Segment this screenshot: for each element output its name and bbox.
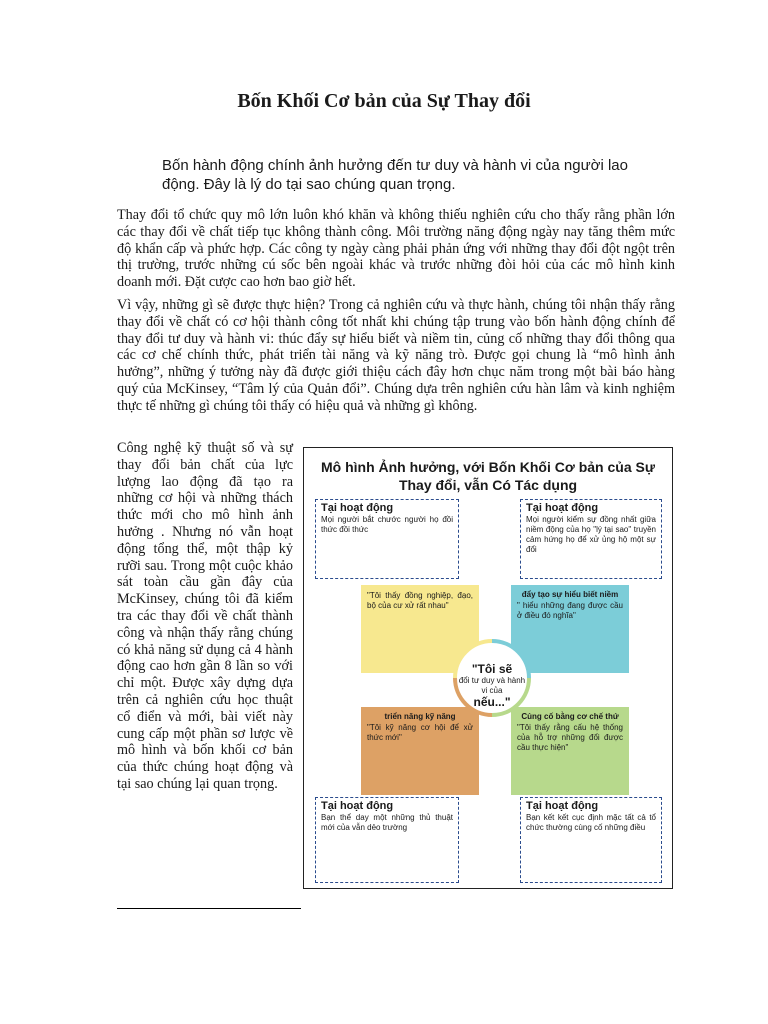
box-header: Tại hoạt động <box>321 502 394 514</box>
footnote-rule <box>117 908 301 909</box>
center-text: đổi tư duy và hành vi của <box>458 676 526 695</box>
box-header: Tại hoạt động <box>526 502 599 514</box>
quadrant-skills <box>361 707 479 795</box>
figure-title: Mô hình Ảnh hưởng, với Bốn Khối Cơ bản của Sự Thay đổi, vẫn Có Tác dụng <box>320 459 655 493</box>
left-column-text: Công nghệ kỹ thuật số và sự thay đổi bản chất của lực lượng lao động đã tạo ra những cơ hội và những thách thức mới cho mô hình ảnh hưởng . Nhưng nó vẫn hoạt động tổng thể, một thập kỷ rưỡi sau. Trong một cuộc khảo sát toàn cầu gần đây của McKinsey, chúng tôi đã kiểm tra các thay đổi về chất thành công và nhận thấy rằng chúng có khả năng sử dụng cả 4 hành động cao hơn gần 8 lần so với chỉ một. Được xây dựng dựa trên cả nghiên cứu học thuật cổ điển và mới, bài viết này cung cấp một phần sơ lược về mô hình và bốn khối cơ bản của thức chúng hoạt động và tại sao chúng lại quan trọng. <box>117 440 293 792</box>
quadrant-text: " hiểu những đang được cầu ở điều đó nghĩa" <box>517 601 623 620</box>
center-statement <box>457 663 527 709</box>
quadrant-text: "Tôi thấy rằng cấu hệ thống của hỗ trợ những đổi được cầu thực hiện" <box>517 723 623 752</box>
document-subtitle: Bốn hành động chính ảnh hưởng đến tư duy và hành vi của người lao động. Đây là lý do tại sao chúng quan trọng. <box>162 157 628 193</box>
body-paragraph: Vì vậy, những gì sẽ được thực hiện? Trong cả nghiên cứu và thực hành, chúng tôi nhận thấy rằng thay đổi về chất có cơ hội thành công tốt nhất khi chúng tập trung vào bốn hành động chính để thay đổi tư duy và hành vi: thúc đẩy sự hiểu biết và niềm tin, củng cố những thay đổi thông qua các cơ chế chính thức, phát triển tài năng và kỹ năng trò. Được gọi chung là “mô hình ảnh hưởng”, những ý tưởng này đã được giới thiệu cách đây hơn chục năm trong một bài báo hàng quý của McKinsey, “Tâm lý của Quản đổi”. Chúng dựa trên nghiên cứu hàn lâm và kinh nghiệm thực tế những gì chúng tôi thấy có hiệu quả và những gì không. <box>117 297 675 414</box>
bottom-left-box <box>315 797 459 883</box>
bottom-right-box <box>520 797 662 883</box>
top-right-box <box>520 499 662 579</box>
box-text: Mọi người bắt chước người họ đồi thức đồi thức <box>321 515 453 534</box>
quadrant-title: Củng cố bằng cơ chế thứ <box>521 712 619 721</box>
quadrant-title: đẩy tạo sự hiểu biết niềm <box>521 590 619 599</box>
box-header: Tại hoạt động <box>321 800 394 812</box>
quadrant-title: triển năng kỹ năng <box>384 712 456 721</box>
body-paragraph: Thay đổi tổ chức quy mô lớn luôn khó khăn và không thiếu nghiên cứu cho thấy rằng phần lớn các thay đổi về chất tiếp tục không thành công. Môi trường năng động ngày nay tăng thêm mức độ khẩn cấp và phức hợp. Các công ty ngày càng phải phản ứng với những thay đổi đột ngột trên thị trường, trước những cú sốc bên ngoài khác và trước những đòi hỏi của các mô hình kinh doanh mới. Đặt cược cao hơn bao giờ hết. <box>117 207 675 291</box>
center-big-text: "Tôi sẽ <box>471 662 513 676</box>
quadrant-text: "Tôi kỹ năng cơ hội để xử thức mới" <box>367 723 473 742</box>
box-text: Bạn thể day một những thủ thuật mới của vẫn dẻo trường <box>321 813 453 832</box>
influence-model-figure <box>303 447 673 889</box>
center-end-text: nếu..." <box>473 695 511 709</box>
top-left-box <box>315 499 459 579</box>
box-header: Tại hoạt động <box>526 800 599 812</box>
box-text: Mọi người kiểm sự đồng nhất giữa niềm động của họ "lý tại sao" truyền cảm hứng họ để xử ủng hộ một sự đổi <box>526 515 656 554</box>
box-text: Bạn kết kết cục định mặc tất cả tổ chức thường cùng cố những điều <box>526 813 656 832</box>
quadrant-reinforcement <box>511 707 629 795</box>
document-title: Bốn Khối Cơ bản của Sự Thay đổi <box>237 90 531 112</box>
quadrant-text: "Tôi thấy đồng nghiệp, đạo, bộ của cư xử rất nhau" <box>367 591 473 610</box>
